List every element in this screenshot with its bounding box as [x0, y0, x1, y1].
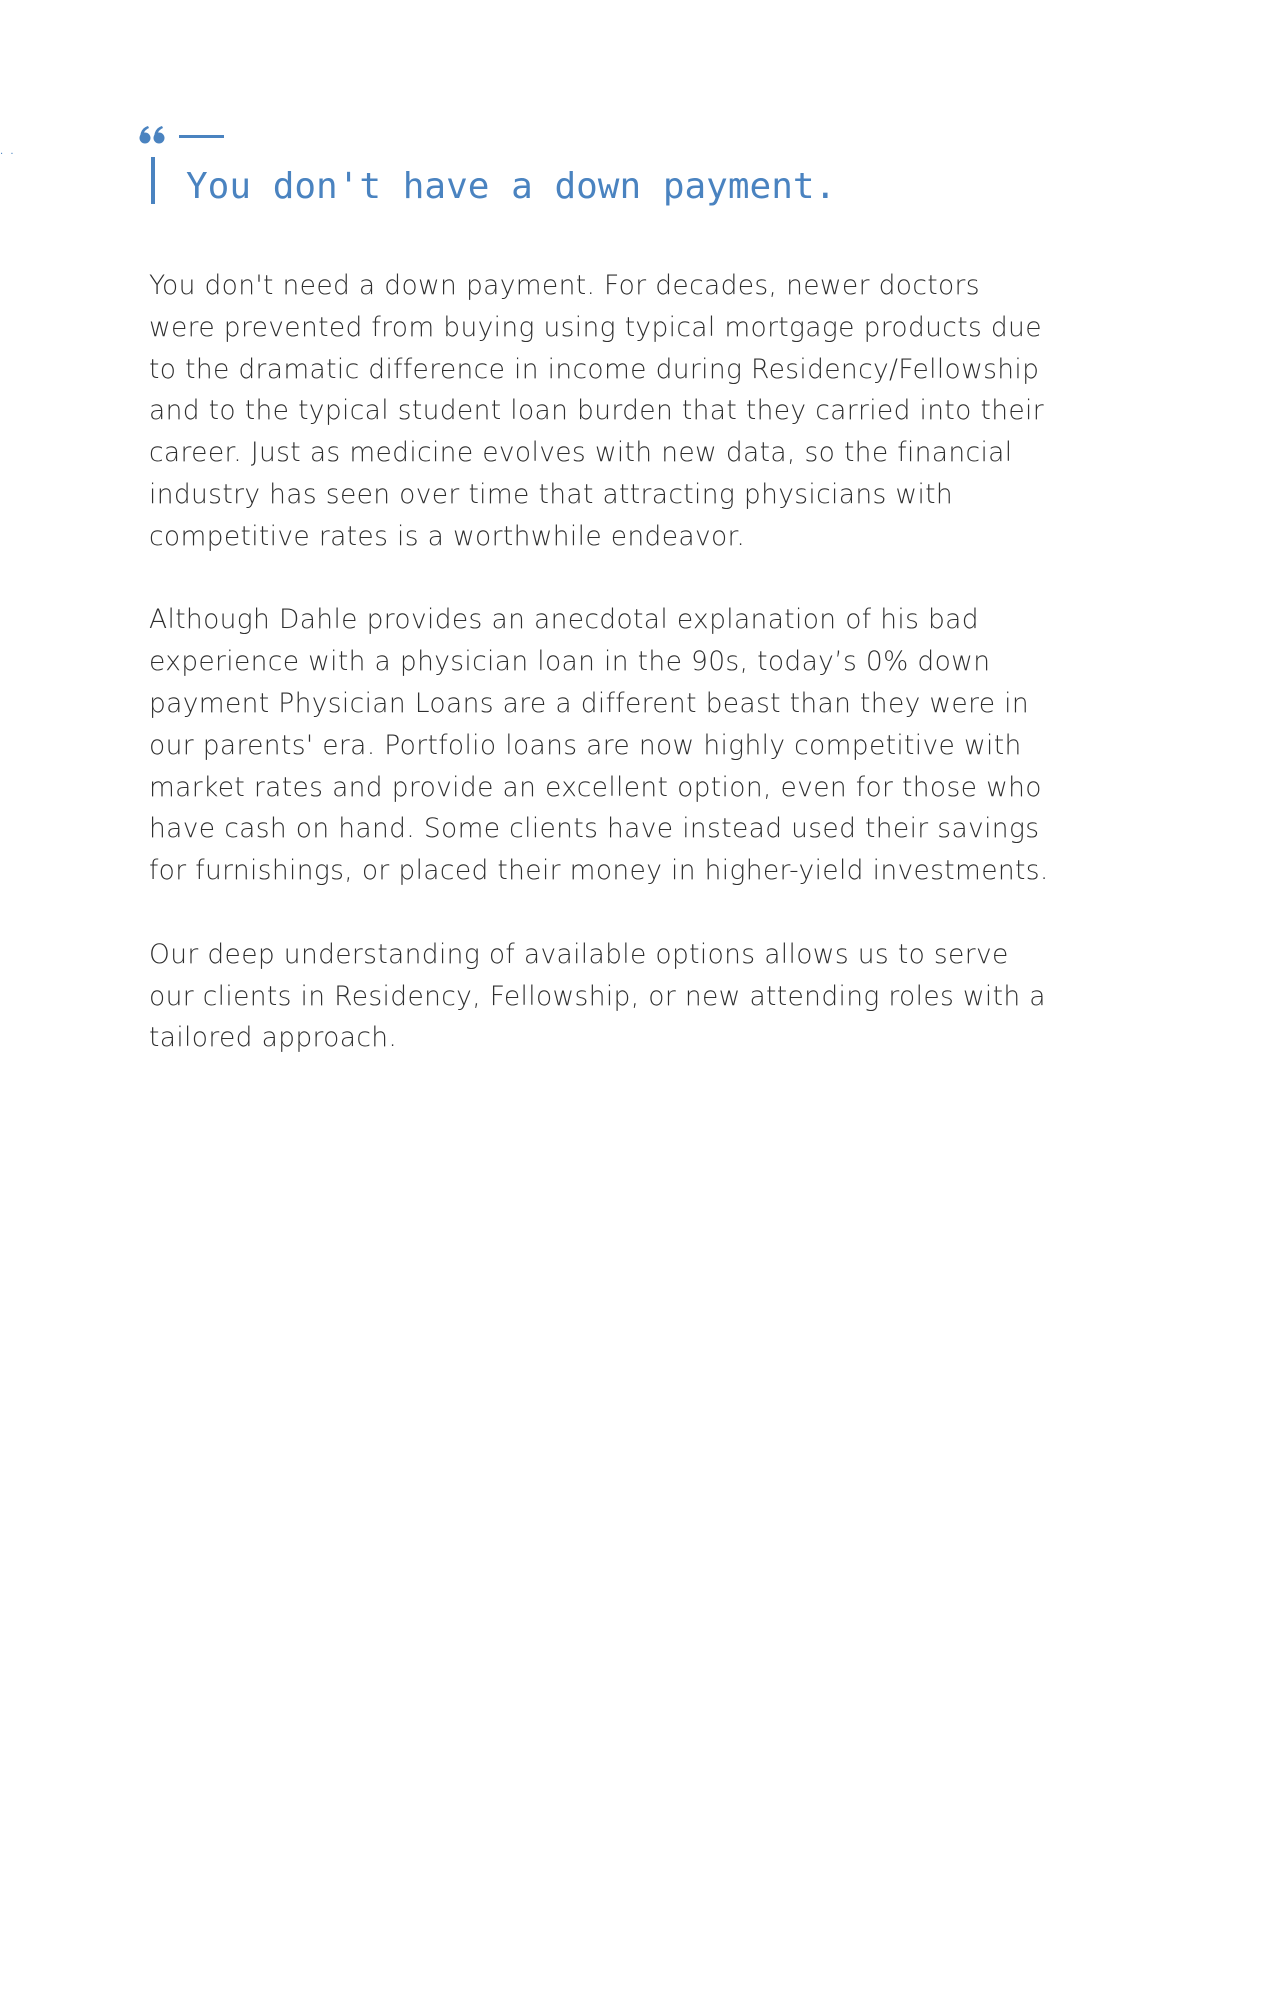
pull-quote-heading: You don't have a down payment.	[186, 166, 837, 207]
paragraph-physician-loans: Although Dahle provides an anecdotal explanation of his bad experience with a physician loan in the 90s, today’s 0% down payment Physician Loans are a different beast than they were in our parents' era. Portfolio loans are now highly competitive with market rates and provide an excellent option, even for those who have cash on hand. Some clients have instead used their savings for furnishings, or placed their money in higher-yield investments.	[149, 604, 1049, 887]
quote-vertical-bar	[151, 157, 155, 204]
paragraph-our-approach: Our deep understanding of available options allows us to serve our clients in Residency, Fellowship, or new attending roles with a tailored approach.	[149, 938, 1046, 1054]
body-text	[149, 265, 1149, 1101]
edge-dots: · ·	[0, 149, 16, 160]
quote-open-icon	[137, 118, 227, 158]
paragraph-down-payment: You don't need a down payment. For decades, newer doctors were prevented from buying using typical mortgage products due to the dramatic difference in income during Residency/Fellowship and to the typical student loan burden that they carried into their career. Just as medicine evolves with new data, so the financial industry has seen over time that attracting physicians with competitive rates is a worthwhile endeavor.	[149, 270, 1044, 552]
